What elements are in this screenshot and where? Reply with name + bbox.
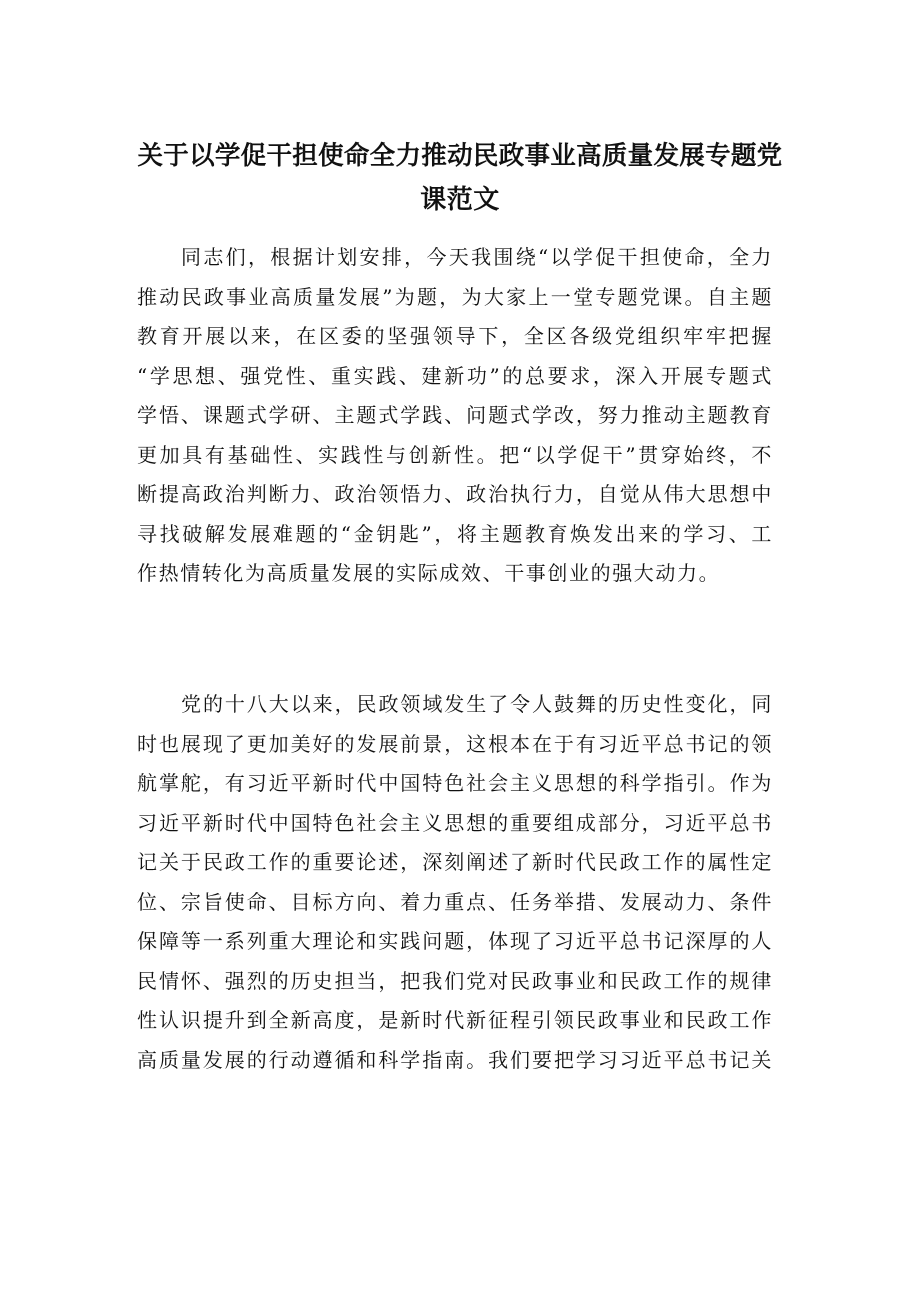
paragraph-line: 学悟、课题式学研、主题式学践、问题式学改，努力推动主题教育	[137, 403, 773, 427]
paragraph-line: 作热情转化为高质量发展的实际成效、干事创业的强大动力。	[137, 561, 721, 585]
paragraph-line: 保障等一系列重大理论和实践问题，体现了习近平总书记深厚的人	[137, 929, 773, 953]
paragraph-line: 位、宗旨使命、目标方向、着力重点、任务举措、发展动力、条件	[137, 889, 773, 914]
paragraph-line: 航掌舵，有习近平新时代中国特色社会主义思想的科学指引。作为	[137, 771, 773, 795]
paragraph-line: 寻找破解发展难题的“金钥匙”，将主题教育焕发出来的学习、工	[137, 521, 773, 546]
document-title	[130, 134, 790, 222]
paragraph-line: 同志们，根据计划安排，今天我围绕“以学促干担使命，全力	[181, 245, 773, 269]
paragraph-line: 习近平新时代中国特色社会主义思想的重要组成部分，习近平总书	[137, 810, 773, 835]
paragraph-line: 党的十八大以来，民政领域发生了令人鼓舞的历史性变化，同	[181, 692, 773, 716]
paragraph-1	[137, 238, 773, 594]
paragraph-line: 民情怀、强烈的历史担当，把我们党对民政事业和民政工作的规律	[137, 968, 773, 993]
paragraph-line: 更加具有基础性、实践性与创新性。把“以学促干”贯穿始终，不	[137, 442, 773, 467]
paragraph-line: 高质量发展的行动遵循和科学指南。我们要把学习习近平总书记关	[137, 1047, 773, 1072]
title-line: 关于以学促干担使命全力推动民政事业高质量发展专题党	[137, 141, 783, 171]
paragraph-2	[137, 685, 773, 1080]
paragraph-line: 断提高政治判断力、政治领悟力、政治执行力，自觉从伟大思想中	[137, 482, 773, 506]
paragraph-line: 时也展现了更加美好的发展前景，这根本在于有习近平总书记的领	[137, 731, 773, 756]
paragraph-line: 性认识提升到全新高度，是新时代新征程引领民政事业和民政工作	[137, 1008, 773, 1032]
paragraph-line: 教育开展以来，在区委的坚强领导下，全区各级党组织牢牢把握	[137, 324, 773, 348]
paragraph-line: “学思想、强党性、重实践、建新功”的总要求，深入开展专题式	[137, 363, 773, 388]
title-line: 课范文	[420, 185, 500, 215]
paragraph-line: 推动民政事业高质量发展”为题，为大家上一堂专题党课。自主题	[137, 284, 773, 309]
paragraph-line: 记关于民政工作的重要论述，深刻阐述了新时代民政工作的属性定	[137, 850, 773, 874]
